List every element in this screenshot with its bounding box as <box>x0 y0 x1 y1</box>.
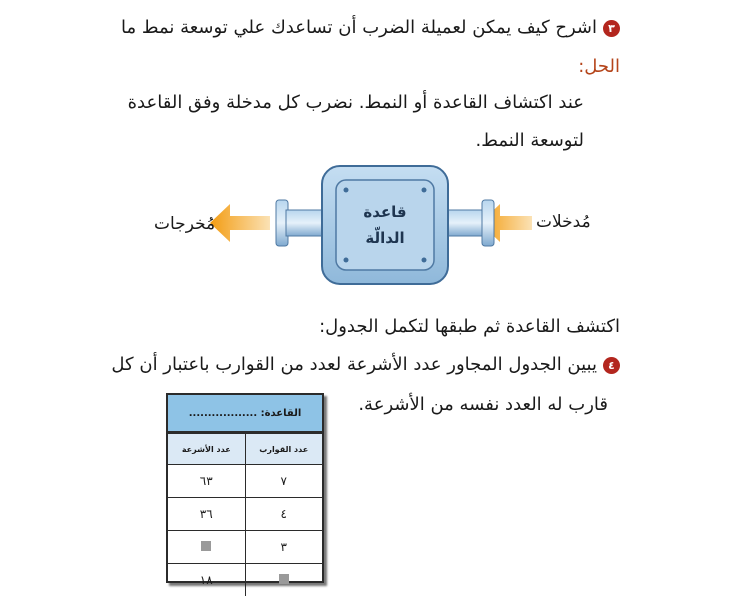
column-header-sails: عدد الأشرعة <box>168 434 245 465</box>
input-label: مُدخلات <box>536 212 591 232</box>
solution-label: الحل: <box>578 56 620 77</box>
question-number-badge: ٤ <box>603 357 620 374</box>
sails-cell: ١٨ <box>168 564 245 596</box>
blank-answer-box-icon <box>279 574 289 584</box>
question-4-line-1: يبين الجدول المجاور عدد الأشرعة لعدد من القوارب باعتبار أن كل <box>111 354 597 375</box>
boats-sails-table <box>166 393 324 583</box>
sails-cell: ٣٦ <box>168 498 245 531</box>
machine-label-line-1: قاعدة <box>363 203 406 221</box>
question-4 <box>111 354 620 375</box>
table-row <box>168 531 322 564</box>
table-row <box>168 498 322 531</box>
table-row <box>168 564 322 596</box>
sails-cell: ٦٣ <box>168 465 245 498</box>
boats-cell: ٧ <box>245 465 322 498</box>
question-3 <box>121 17 620 38</box>
blank-answer-box-icon <box>201 541 211 551</box>
sails-cell-blank[interactable] <box>168 531 245 564</box>
table-grid <box>168 433 322 596</box>
output-arrow-icon <box>210 204 270 242</box>
solution-line-2: لتوسعة النمط. <box>476 130 584 151</box>
machine-left-pipe-icon <box>276 200 326 246</box>
question-number-badge: ٣ <box>603 20 620 37</box>
question-3-text: اشرح كيف يمكن لعميلة الضرب أن تساعدك علي توسعة نمط ما <box>121 17 597 38</box>
boats-cell: ٣ <box>245 531 322 564</box>
output-label: مُخرجات <box>154 214 215 234</box>
boats-cell-blank[interactable] <box>245 564 322 596</box>
column-header-boats: عدد القوارب <box>245 434 322 465</box>
machine-right-pipe-icon <box>444 200 494 246</box>
boats-cell: ٤ <box>245 498 322 531</box>
machine-label-line-2: الدالّة <box>365 227 404 247</box>
solution-line-1: عند اكتشاف القاعدة أو النمط. نضرب كل مدخلة وفق القاعدة <box>128 92 584 113</box>
table-rule-title: القاعدة: .................. <box>168 395 322 433</box>
instruction-text: اكتشف القاعدة ثم طبقها لتكمل الجدول: <box>319 316 620 337</box>
question-4-line-2: قارب له العدد نفسه من الأشرعة. <box>358 394 608 415</box>
machine-body-icon <box>322 166 448 284</box>
table-row <box>168 465 322 498</box>
